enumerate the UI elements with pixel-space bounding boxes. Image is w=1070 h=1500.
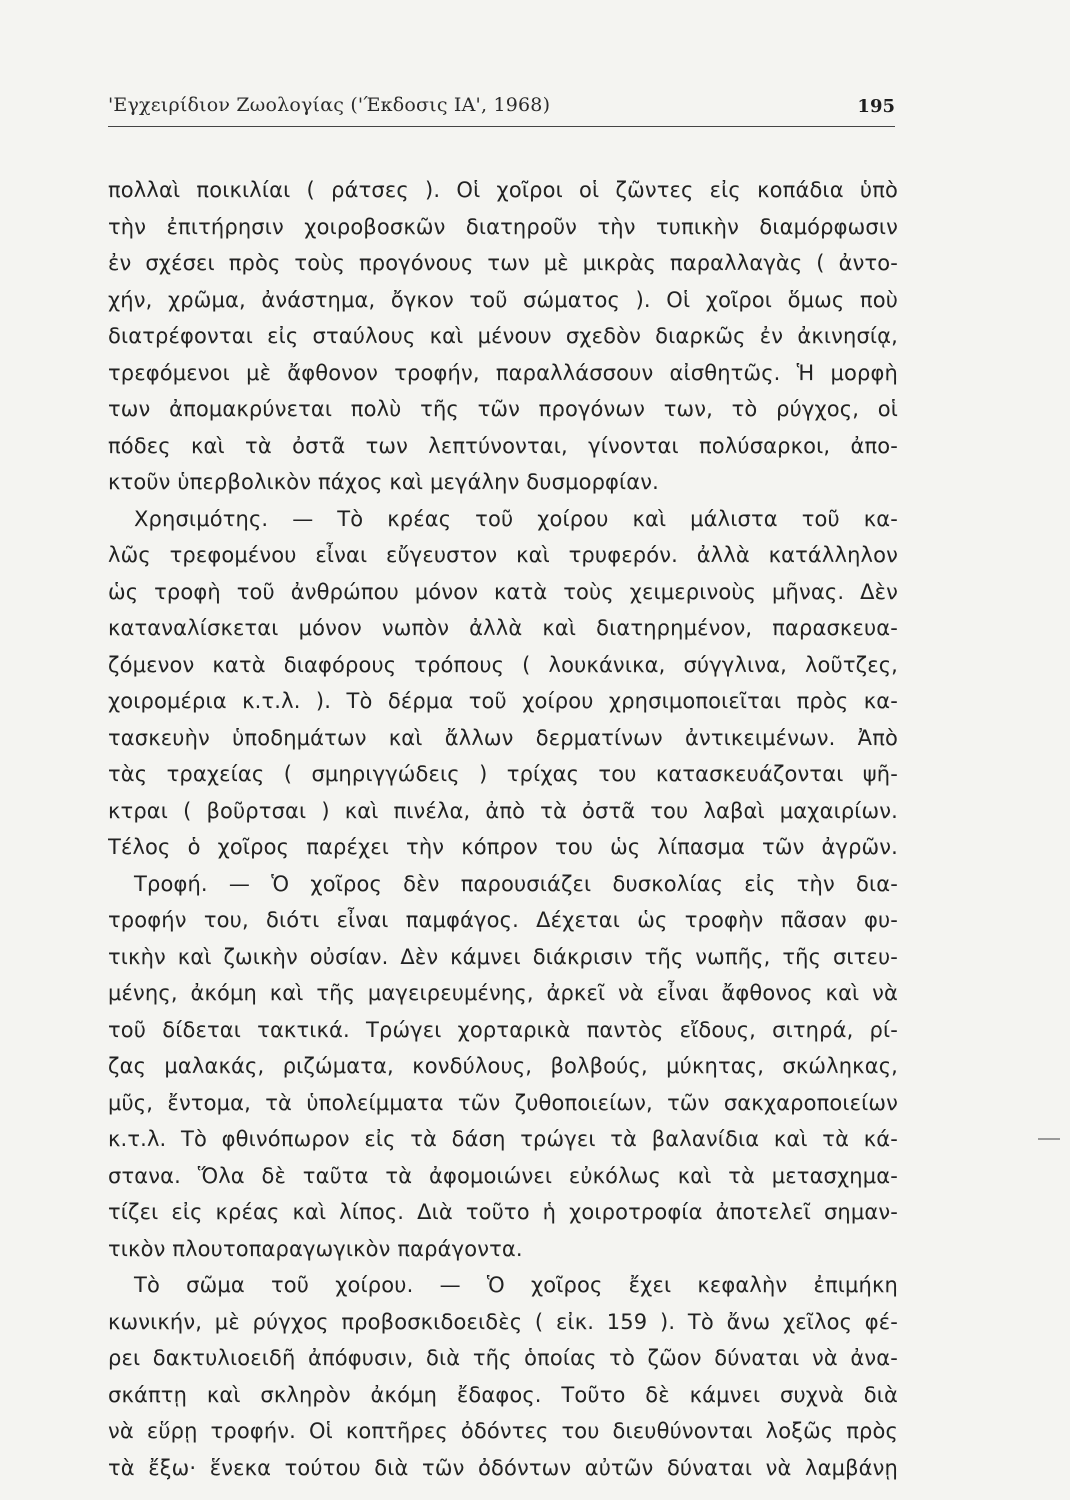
text-line: ζόμενον κατὰ διαφόρους τρόπους ( λουκάνικα, σύγγλινα, λοῦτζες, — [108, 652, 898, 677]
text-line: τὰ ἔξω· ἕνεκα τούτου διὰ τῶν ὀδόντων αὐτῶν δύναται νὰ λαμβάνῃ — [108, 1455, 898, 1480]
text-line: πόδες καὶ τὰ ὀστᾶ των λεπτύνονται, γίνονται πολύσαρκοι, ἀπο- — [108, 433, 898, 458]
text-line: τὰς τραχείας ( σμηριγγώδεις ) τρίχας του κατασκευάζονται ψῆ- — [108, 762, 898, 786]
text-line: ζας μαλακάς, ριζώματα, κονδύλους, βολβούς, μύκητας, σκώληκας, — [108, 1054, 898, 1078]
text-line: ρει δακτυλιοειδῆ ἀπόφυσιν, διὰ τῆς ὁποίας τὸ ζῶον δύναται νὰ ἀνα- — [108, 1346, 898, 1370]
text-line: νὰ εὕρῃ τροφήν. Οἱ κοπτῆρες ὀδόντες του διευθύνονται λοξῶς πρὸς — [108, 1419, 898, 1443]
text-line: μένης, ἀκόμη καὶ τῆς μαγειρευμένης, ἀρκεῖ νὰ εἶναι ἄφθονος καὶ νὰ — [108, 981, 898, 1005]
text-line: κτοῦν ὑπερβολικὸν πάχος καὶ μεγάλην δυσμορφίαν. — [108, 470, 660, 494]
text-line: κ.τ.λ. Τὸ φθινόπωρον εἰς τὰ δάση τρώγει τὰ βαλανίδια καὶ τὰ κά- — [108, 1127, 898, 1151]
text-line: των ἀπομακρύνεται πολὺ τῆς τῶν προγόνων των, τὸ ρύγχος, οἱ — [108, 397, 898, 421]
text-line: τοῦ δίδεται τακτικά. Τρώγει χορταρικὰ παντὸς εἴδους, σιτηρά, ρί- — [108, 1017, 898, 1042]
margin-mark — [1038, 1138, 1060, 1140]
page-number: 195 — [857, 96, 895, 117]
text-line: τὴν ἐπιτήρησιν χοιροβοσκῶν διατηροῦν τὴν τυπικὴν διαμόρφωσιν — [108, 214, 898, 239]
text-line: Τέλος ὁ χοῖρος παρέχει τὴν κόπρον του ὡς λίπασμα τῶν ἀγρῶν. — [108, 835, 898, 859]
text-line: πολλαὶ ποικιλίαι ( ράτσες ). Οἱ χοῖροι οἱ ζῶντες εἰς κοπάδια ὑπὸ — [108, 178, 898, 202]
text-line: κωνικήν, μὲ ρύγχος προβοσκιδοειδὲς ( εἰκ. 159 ). Τὸ ἄνω χεῖλος φέ- — [108, 1309, 898, 1334]
text-line: ὡς τροφὴ τοῦ ἀνθρώπου μόνον κατὰ τοὺς χειμερινοὺς μῆνας. Δὲν — [108, 579, 898, 604]
section-heading-line-food: Τροφή. — Ὁ χοῖρος δὲν παρουσιάζει δυσκολίας εἰς τὴν δια- — [134, 871, 898, 896]
text-line: τασκευὴν ὑποδημάτων καὶ ἄλλων δερματίνων ἀντικειμένων. Ἀπὸ — [108, 725, 898, 750]
text-line: διατρέφονται εἰς σταύλους καὶ μένουν σχεδὸν διαρκῶς ἐν ἀκινησίᾳ, — [108, 324, 898, 348]
text-line: τρεφόμενοι μὲ ἄφθονον τροφήν, παραλλάσσουν αἰσθητῶς. Ἡ μορφὴ — [108, 360, 898, 385]
text-line: μῦς, ἔντομα, τὰ ὑπολείμματα τῶν ζυθοποιείων, τῶν σακχαροποιείων — [108, 1090, 898, 1115]
text-line: τικὸν πλουτοπαραγωγικὸν παράγοντα. — [108, 1236, 523, 1261]
text-line: ἐν σχέσει πρὸς τοὺς προγόνους των μὲ μικρὰς παραλλαγὰς ( ἀντο- — [108, 251, 898, 275]
section-heading-line-body: Τὸ σῶμα τοῦ χοίρου. — Ὁ χοῖρος ἔχει κεφαλὴν ἐπιμήκη — [134, 1273, 898, 1297]
header-rule — [108, 126, 895, 127]
text-line: στανα. Ὅλα δὲ ταῦτα τὰ ἀφομοιώνει εὐκόλως καὶ τὰ μετασχημα- — [108, 1163, 898, 1188]
running-header-title: 'Εγχειρίδιον Ζωολογίας ('Έκδοσις ΙΑ', 1968) — [108, 94, 551, 116]
text-line: τικὴν καὶ ζωικὴν οὐσίαν. Δὲν κάμνει διάκρισιν τῆς νωπῆς, τῆς σιτευ- — [108, 944, 898, 969]
text-line: τροφήν του, διότι εἶναι παμφάγος. Δέχεται ὡς τροφὴν πᾶσαν φυ- — [108, 908, 898, 932]
text-line: χοιρομέρια κ.τ.λ. ). Τὸ δέρμα τοῦ χοίρου χρησιμοποιεῖται πρὸς κα- — [108, 689, 898, 713]
text-line: καταναλίσκεται μόνον νωπὸν ἀλλὰ καὶ διατηρημένον, παρασκευα- — [108, 616, 898, 640]
text-line: τίζει εἰς κρέας καὶ λίπος. Διὰ τοῦτο ἡ χοιροτροφία ἀποτελεῖ σημαν- — [108, 1200, 898, 1224]
text-line: σκάπτῃ καὶ σκληρὸν ἀκόμη ἔδαφος. Τοῦτο δὲ κάμνει συχνὰ διὰ — [108, 1382, 898, 1407]
text-line: κτραι ( βοῦρτσαι ) καὶ πινέλα, ἀπὸ τὰ ὀστᾶ του λαβαὶ μαχαιρίων. — [108, 798, 898, 823]
text-line: χήν, χρῶμα, ἀνάστημα, ὄγκον τοῦ σώματος ). Οἱ χοῖροι ὅμως ποὺ — [108, 287, 898, 312]
section-heading-line-usefulness: Χρησιμότης. — Τὸ κρέας τοῦ χοίρου καὶ μάλιστα τοῦ κα- — [134, 506, 898, 531]
body-text — [108, 172, 898, 1486]
text-line: λῶς τρεφομένου εἶναι εὔγευστον καὶ τρυφερόν. ἀλλὰ κατάλληλον — [108, 543, 898, 567]
